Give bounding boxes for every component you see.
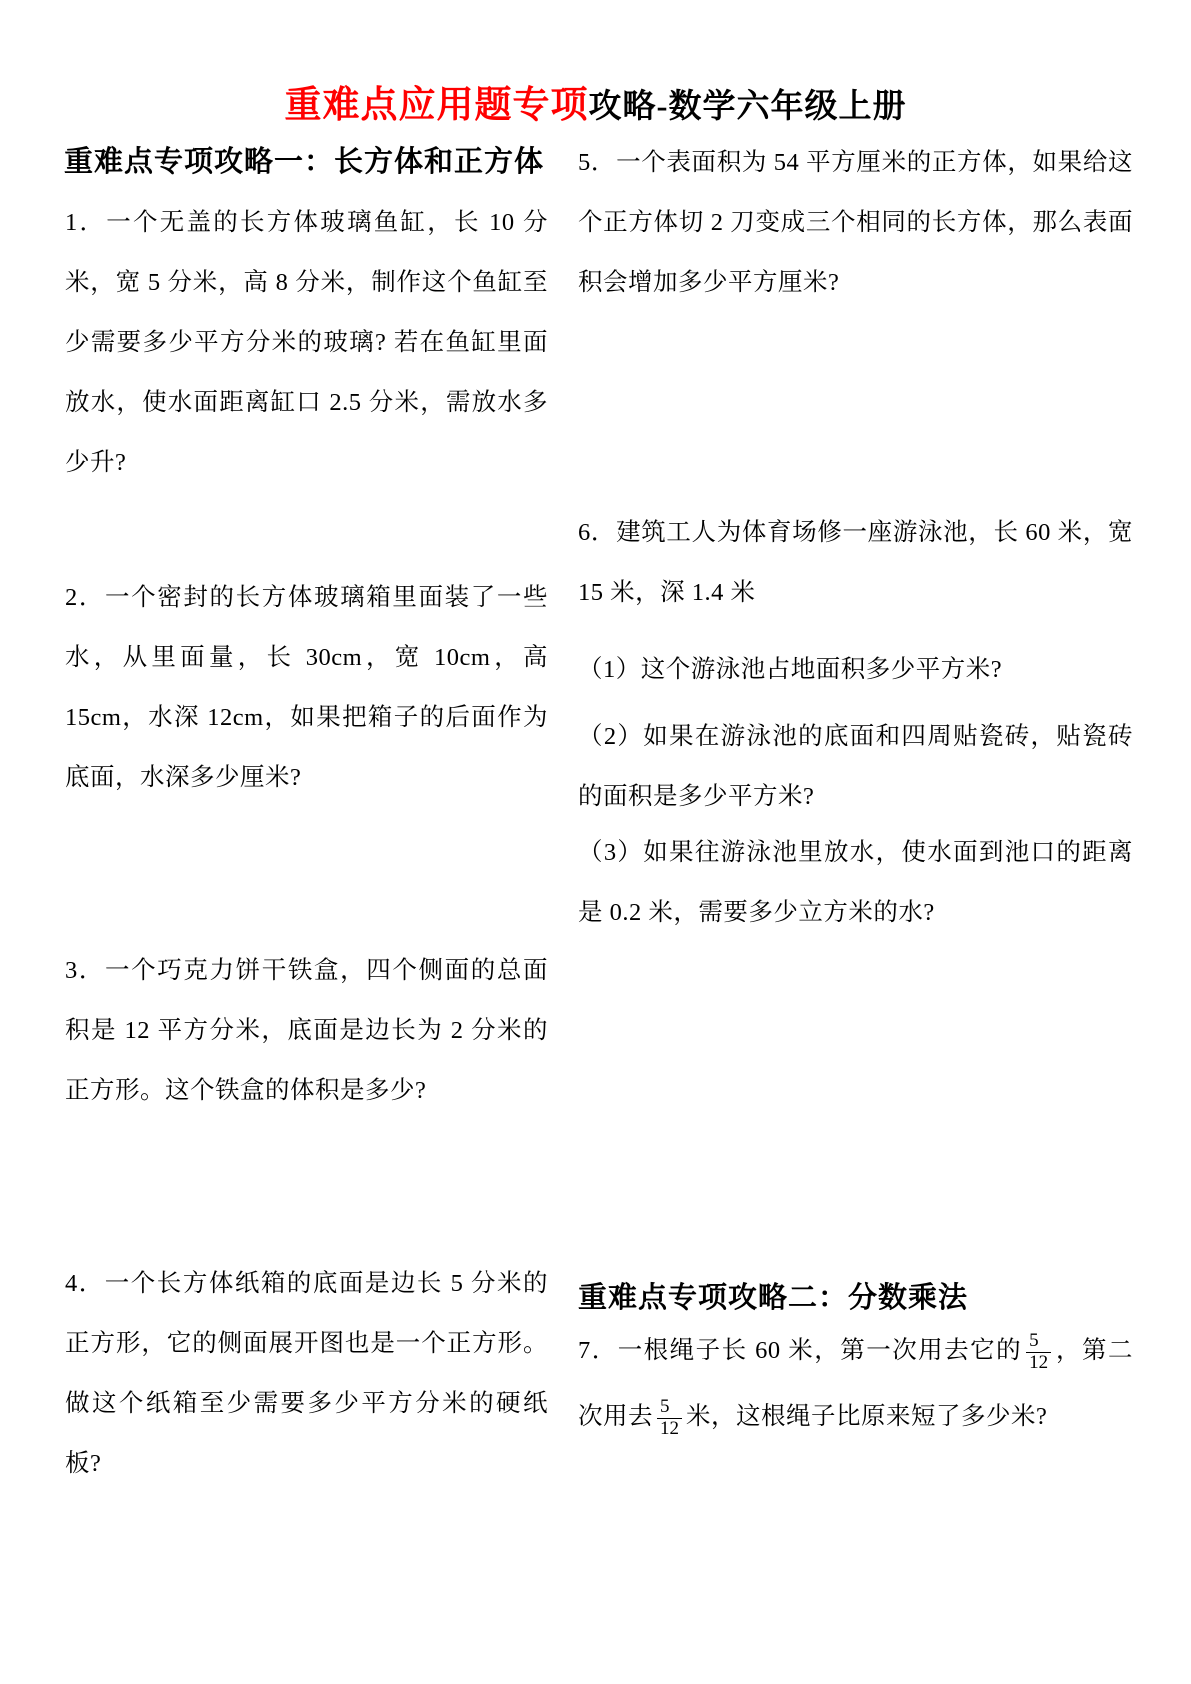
section-heading-1: 重难点专项攻略一：长方体和正方体	[64, 146, 545, 178]
fraction-numerator: 5	[660, 1396, 670, 1418]
problem-6-intro: 6．建筑工人为体育场修一座游泳池，长 60 米，宽 15 米，深 1.4 米	[578, 519, 1133, 606]
problem-1: 1．一个无盖的长方体玻璃鱼缸，长 10 分米，宽 5 分米，高 8 分米，制作这个鱼缸至少需要多少平方分米的玻璃? 若在鱼缸里面放水，使水面距离缸口 2.5 分米，需放水多少升?	[65, 209, 548, 476]
fraction-numerator: 5	[1029, 1330, 1039, 1352]
title-highlight: 重难点应用题专项	[284, 85, 589, 126]
fraction-denominator: 12	[657, 1418, 682, 1440]
problem-4: 4．一个长方体纸箱的底面是边长 5 分米的正方形，它的侧面展开图也是一个正方形。做这个纸箱至少需要多少平方分米的硬纸板?	[65, 1270, 548, 1477]
problem-3: 3．一个巧克力饼干铁盒，四个侧面的总面积是 12 平方分米，底面是边长为 2 分米的正方形。这个铁盒的体积是多少?	[65, 957, 548, 1104]
section-heading-2: 重难点专项攻略二：分数乘法	[578, 1282, 969, 1314]
problem-7	[578, 1318, 1133, 1450]
problem-7-text-part2: ，第二次用去	[578, 1337, 1134, 1430]
problem-6-question-2: （2）如果在游泳池的底面和四周贴瓷砖，贴瓷砖的面积是多少平方米?	[578, 723, 1133, 810]
fraction-5-12-second	[657, 1397, 682, 1439]
problem-6-question-3: （3）如果往游泳池里放水，使水面到池口的距离是 0.2 米，需要多少立方米的水?	[578, 839, 1133, 926]
problem-5: 5．一个表面积为 54 平方厘米的正方体，如果给这个正方体切 2 刀变成三个相同的长方体，那么表面积会增加多少平方厘米?	[578, 149, 1133, 296]
problem-6-question-1: （1）这个游泳池占地面积多少平方米?	[578, 656, 1003, 683]
problem-7-text-part1: 7．一根绳子长 60 米，第一次用去它的	[578, 1337, 1023, 1364]
document-title	[0, 74, 1191, 128]
problem-2: 2．一个密封的长方体玻璃箱里面装了一些水，从里面量，长 30cm，宽 10cm，高 15cm，水深 12cm，如果把箱子的后面作为底面，水深多少厘米?	[65, 584, 548, 791]
title-rest: 攻略-数学六年级上册	[588, 89, 907, 125]
fraction-denominator: 12	[1026, 1352, 1051, 1374]
fraction-5-12-first	[1026, 1331, 1051, 1373]
problem-7-text-part3: 米，这根绳子比原来短了多少米?	[686, 1403, 1048, 1430]
